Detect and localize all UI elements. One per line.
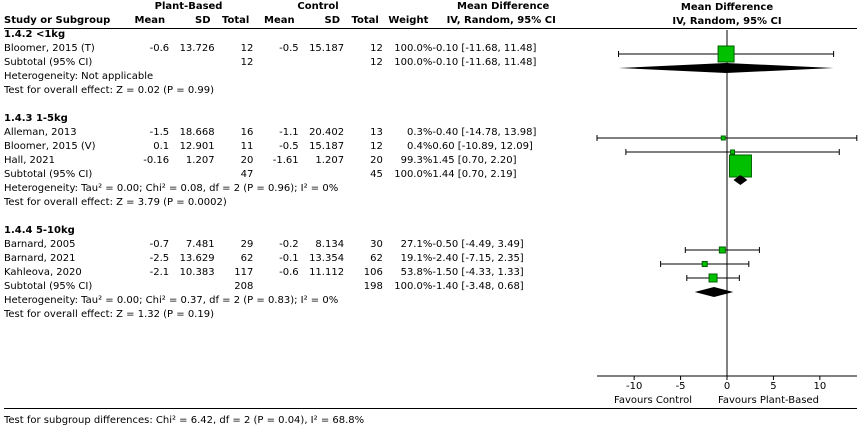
table-row-ci: -0.10 [-11.68, 11.48]	[432, 43, 537, 54]
effect-marker	[702, 262, 707, 267]
header-col-sd-2: SD	[324, 15, 341, 26]
header-group-plant: Plant-Based	[154, 1, 223, 12]
table-row-study: Kahleova, 2020	[4, 267, 82, 278]
header-col-total-2: Total	[351, 15, 379, 26]
overall-effect-note: Test for overall effect: Z = 0.02 (P = 0.99)	[4, 85, 214, 96]
table-row-weight: 100.0%	[394, 43, 433, 54]
table-row-mean2: -0.5	[279, 43, 299, 54]
header-col-mean-1: Mean	[134, 15, 166, 26]
effect-marker	[731, 150, 735, 154]
table-row-ci: -0.40 [-14.78, 13.98]	[432, 127, 537, 138]
favours-plant-based-label: Favours Plant-Based	[718, 395, 819, 406]
table-row-sd2: 20.402	[309, 127, 345, 138]
subtotal-ci: 1.44 [0.70, 2.19]	[432, 169, 517, 180]
effect-marker	[718, 46, 734, 62]
table-row-mean2: -0.1	[279, 253, 299, 264]
favours-control-label: Favours Control	[614, 395, 692, 406]
subtotal-total1: 208	[234, 281, 254, 292]
table-row-sd2: 13.354	[309, 253, 345, 264]
table-row-sd2: 1.207	[315, 155, 345, 166]
table-row-mean1: -0.7	[149, 239, 170, 250]
header-md-title: Mean Difference	[457, 1, 550, 12]
header-col-sd-1: SD	[195, 15, 211, 26]
table-row-mean2: -0.2	[279, 239, 299, 250]
plot-subtitle: IV, Random, 95% CI	[672, 16, 782, 27]
table-row-ci: 1.45 [0.70, 2.20]	[432, 155, 517, 166]
table-row-mean2: -0.5	[279, 141, 299, 152]
table-row-weight: 27.1%	[400, 239, 433, 250]
table-row-study: Barnard, 2005	[4, 239, 76, 250]
table-row-sd2: 11.112	[309, 267, 345, 278]
group-label: 1.4.3 1-5kg	[4, 113, 68, 124]
subtotal-ci: -1.40 [-3.48, 0.68]	[432, 281, 524, 292]
subgroup-difference-test: Test for subgroup differences: Chi² = 6.42, df = 2 (P = 0.04), I² = 68.8%	[4, 415, 365, 426]
subtotal-total1: 47	[240, 169, 254, 180]
table-row-total1: 20	[240, 155, 254, 166]
subtotal-diamond	[695, 287, 734, 297]
table-row-mean2: -1.61	[272, 155, 299, 166]
subtotal-diamond	[619, 63, 834, 73]
x-tick-label: 5	[770, 381, 777, 392]
effect-marker	[709, 274, 717, 282]
table-row-study: Bloomer, 2015 (V)	[4, 141, 96, 152]
table-row-mean1: -2.1	[149, 267, 170, 278]
table-row-total1: 12	[240, 43, 254, 54]
table-row-mean2: -1.1	[279, 127, 299, 138]
table-row-weight: 99.3%	[400, 155, 433, 166]
x-tick-label: -5	[675, 381, 686, 392]
table-row-mean2: -0.6	[279, 267, 299, 278]
table-row-sd1: 13.629	[179, 253, 215, 264]
effect-marker	[729, 155, 751, 177]
table-row-weight: 0.4%	[406, 141, 433, 152]
subtotal-label: Subtotal (95% CI)	[4, 281, 93, 292]
table-row-study: Alleman, 2013	[4, 127, 77, 138]
table-row-mean1: 0.1	[153, 141, 170, 152]
overall-effect-note: Test for overall effect: Z = 3.79 (P = 0.0002)	[4, 197, 227, 208]
subtotal-weight: 100.0%	[394, 281, 433, 292]
subtotal-total1: 12	[240, 57, 254, 68]
table-row-total1: 62	[240, 253, 254, 264]
table-row-total2: 30	[370, 239, 383, 250]
table-row-sd1: 12.901	[179, 141, 215, 152]
table-row-study: Barnard, 2021	[4, 253, 76, 264]
table-row-sd1: 13.726	[179, 43, 215, 54]
table-row-sd1: 7.481	[185, 239, 215, 250]
table-row-mean1: -0.16	[143, 155, 170, 166]
table-row-mean1: -2.5	[149, 253, 170, 264]
x-tick-label: 0	[723, 381, 731, 392]
header-col-total-1: Total	[221, 15, 250, 26]
table-row-ci: -0.50 [-4.49, 3.49]	[432, 239, 524, 250]
table-row-sd2: 15.187	[309, 43, 345, 54]
header-group-control: Control	[297, 1, 339, 12]
table-row-ci: -1.50 [-4.33, 1.33]	[432, 267, 524, 278]
table-row-total1: 29	[240, 239, 254, 250]
table-row-total2: 20	[370, 155, 383, 166]
subtotal-weight: 100.0%	[394, 57, 433, 68]
table-row-total2: 12	[370, 43, 383, 54]
heterogeneity-note: Heterogeneity: Tau² = 0.00; Chi² = 0.08, df = 2 (P = 0.96); I² = 0%	[4, 183, 339, 194]
table-row-total1: 11	[240, 141, 254, 152]
effect-marker	[719, 247, 725, 253]
subtotal-label: Subtotal (95% CI)	[4, 169, 93, 180]
subtotal-total2: 12	[370, 57, 383, 68]
table-row-study: Bloomer, 2015 (T)	[4, 43, 95, 54]
table-row-mean1: -1.5	[149, 127, 170, 138]
table-row-study: Hall, 2021	[4, 155, 56, 166]
table-row-sd1: 1.207	[185, 155, 215, 166]
table-row-sd2: 8.134	[315, 239, 345, 250]
group-label: 1.4.2 <1kg	[4, 29, 66, 40]
table-row-weight: 19.1%	[400, 253, 433, 264]
effect-marker	[721, 136, 725, 140]
group-label: 1.4.4 5-10kg	[4, 225, 75, 236]
table-row-sd2: 15.187	[309, 141, 345, 152]
plot-title: Mean Difference	[680, 2, 774, 13]
x-tick-label: 10	[813, 381, 827, 392]
table-row-sd1: 18.668	[179, 127, 215, 138]
overall-effect-note: Test for overall effect: Z = 1.32 (P = 0.19)	[4, 309, 214, 320]
header-col-mean-2: Mean	[264, 15, 295, 26]
x-tick-label: -10	[625, 381, 643, 392]
table-row-mean1: -0.6	[149, 43, 170, 54]
heterogeneity-note: Heterogeneity: Not applicable	[4, 71, 154, 82]
table-row-total1: 16	[240, 127, 254, 138]
table-row-total2: 62	[370, 253, 383, 264]
header-col-weight: Weight	[388, 15, 429, 26]
table-row-weight: 0.3%	[406, 127, 433, 138]
table-row-sd1: 10.383	[179, 267, 215, 278]
subtotal-total2: 45	[370, 169, 383, 180]
subtotal-total2: 198	[363, 281, 383, 292]
header-md-sub: IV, Random, 95% CI	[446, 15, 556, 26]
table-row-weight: 53.8%	[400, 267, 433, 278]
table-row-ci: -2.40 [-7.15, 2.35]	[432, 253, 524, 264]
heterogeneity-note: Heterogeneity: Tau² = 0.00; Chi² = 0.37, df = 2 (P = 0.83); I² = 0%	[4, 295, 339, 306]
table-row-total1: 117	[234, 267, 254, 278]
subtotal-label: Subtotal (95% CI)	[4, 57, 93, 68]
table-row-total2: 13	[370, 127, 383, 138]
header-col-study: Study or Subgroup	[4, 15, 111, 26]
table-row-total2: 106	[363, 267, 383, 278]
subtotal-weight: 100.0%	[394, 169, 433, 180]
table-row-total2: 12	[370, 141, 383, 152]
subtotal-ci: -0.10 [-11.68, 11.48]	[432, 57, 537, 68]
table-row-ci: 0.60 [-10.89, 12.09]	[432, 141, 533, 152]
